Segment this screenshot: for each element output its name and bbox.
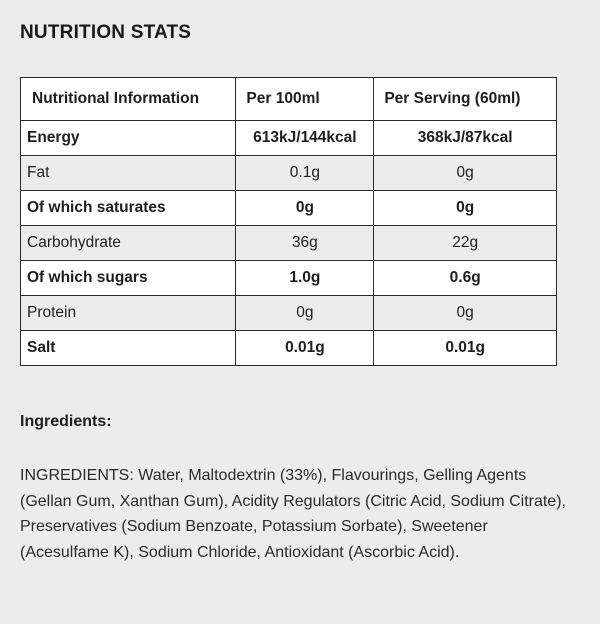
per-serving-value: 22g: [374, 226, 557, 261]
per-serving-value: 0.01g: [374, 331, 557, 366]
per-100ml-value: 613kJ/144kcal: [236, 121, 374, 156]
table-header-row: [21, 78, 557, 121]
nutrient-label: Fat: [21, 156, 236, 191]
header-per-serving: Per Serving (60ml): [374, 78, 557, 121]
per-100ml-value: 0g: [236, 191, 374, 226]
per-100ml-value: 36g: [236, 226, 374, 261]
per-serving-value: 0g: [374, 191, 557, 226]
header-per-100ml: Per 100ml: [236, 78, 374, 121]
per-100ml-value: 0.01g: [236, 331, 374, 366]
table-row: [21, 226, 557, 261]
table-row: [21, 156, 557, 191]
table-row: [21, 261, 557, 296]
per-100ml-value: 0.1g: [236, 156, 374, 191]
table-row: [21, 296, 557, 331]
ingredients-heading: Ingredients:: [20, 413, 112, 430]
per-serving-value: 0.6g: [374, 261, 557, 296]
nutrition-table: [20, 77, 557, 366]
table-row: [21, 121, 557, 156]
nutrient-label: Protein: [21, 296, 236, 331]
nutrient-label: Carbohydrate: [21, 226, 236, 261]
per-serving-value: 0g: [374, 156, 557, 191]
table-row: [21, 331, 557, 366]
nutrient-label: Of which sugars: [21, 261, 236, 296]
per-serving-value: 0g: [374, 296, 557, 331]
nutrient-label: Salt: [21, 331, 236, 366]
header-nutritional-information: Nutritional Information: [21, 78, 236, 121]
page-title: NUTRITION STATS: [20, 22, 192, 43]
per-100ml-value: 1.0g: [236, 261, 374, 296]
nutrient-label: Energy: [21, 121, 236, 156]
per-serving-value: 368kJ/87kcal: [374, 121, 557, 156]
ingredients-text: INGREDIENTS: Water, Maltodextrin (33%), Flavourings, Gelling Agents (Gellan Gum, Xanthan Gum), Acidity Regulators (Citric Acid, Sodium Citrate), Preservatives (Sodium Benzoate, Potassium Sorbate), Sweetener (Acesulfame K), Sodium Chloride, Antioxidant (Ascorbic Acid).: [20, 467, 566, 561]
table-row: [21, 191, 557, 226]
nutrient-label: Of which saturates: [21, 191, 236, 226]
per-100ml-value: 0g: [236, 296, 374, 331]
